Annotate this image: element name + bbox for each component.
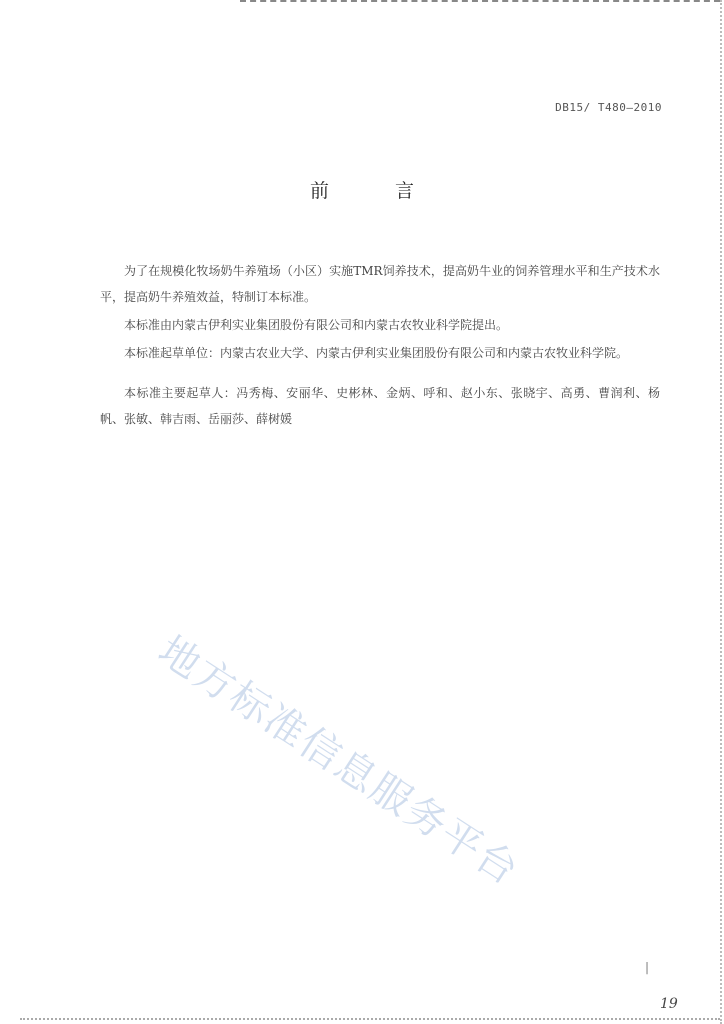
scan-right-edge [718, 0, 722, 1024]
standard-code: DB15/ T480—2010 [555, 101, 662, 114]
page-title: 前 言 [309, 180, 445, 202]
paragraph-drafters: 本标准主要起草人：冯秀梅、安丽华、史彬林、金炳、呼和、赵小东、张晓宇、高勇、曹润利、杨帆、张敏、韩吉雨、岳丽莎、薛树媛 [100, 386, 660, 426]
scan-top-rule [240, 0, 720, 4]
paragraph-proposer: 本标准由内蒙古伊利实业集团股份有限公司和内蒙古农牧业科学院提出。 [124, 318, 509, 332]
paragraph-purpose: 为了在规模化牧场奶牛养殖场（小区）实施TMR饲养技术，提高奶牛业的饲养管理水平和生产技术水平，提高奶牛养殖效益，特制订本标准。 [100, 264, 660, 304]
scan-bottom-rule [20, 1018, 720, 1022]
watermark: 地方标准信息服务平台 [150, 627, 528, 895]
margin-mark: | [645, 960, 650, 974]
page-number: 19 [660, 996, 678, 1012]
paragraph-drafting-units: 本标准起草单位：内蒙古农业大学、内蒙古伊利实业集团股份有限公司和内蒙古农牧业科学院。 [124, 346, 629, 360]
